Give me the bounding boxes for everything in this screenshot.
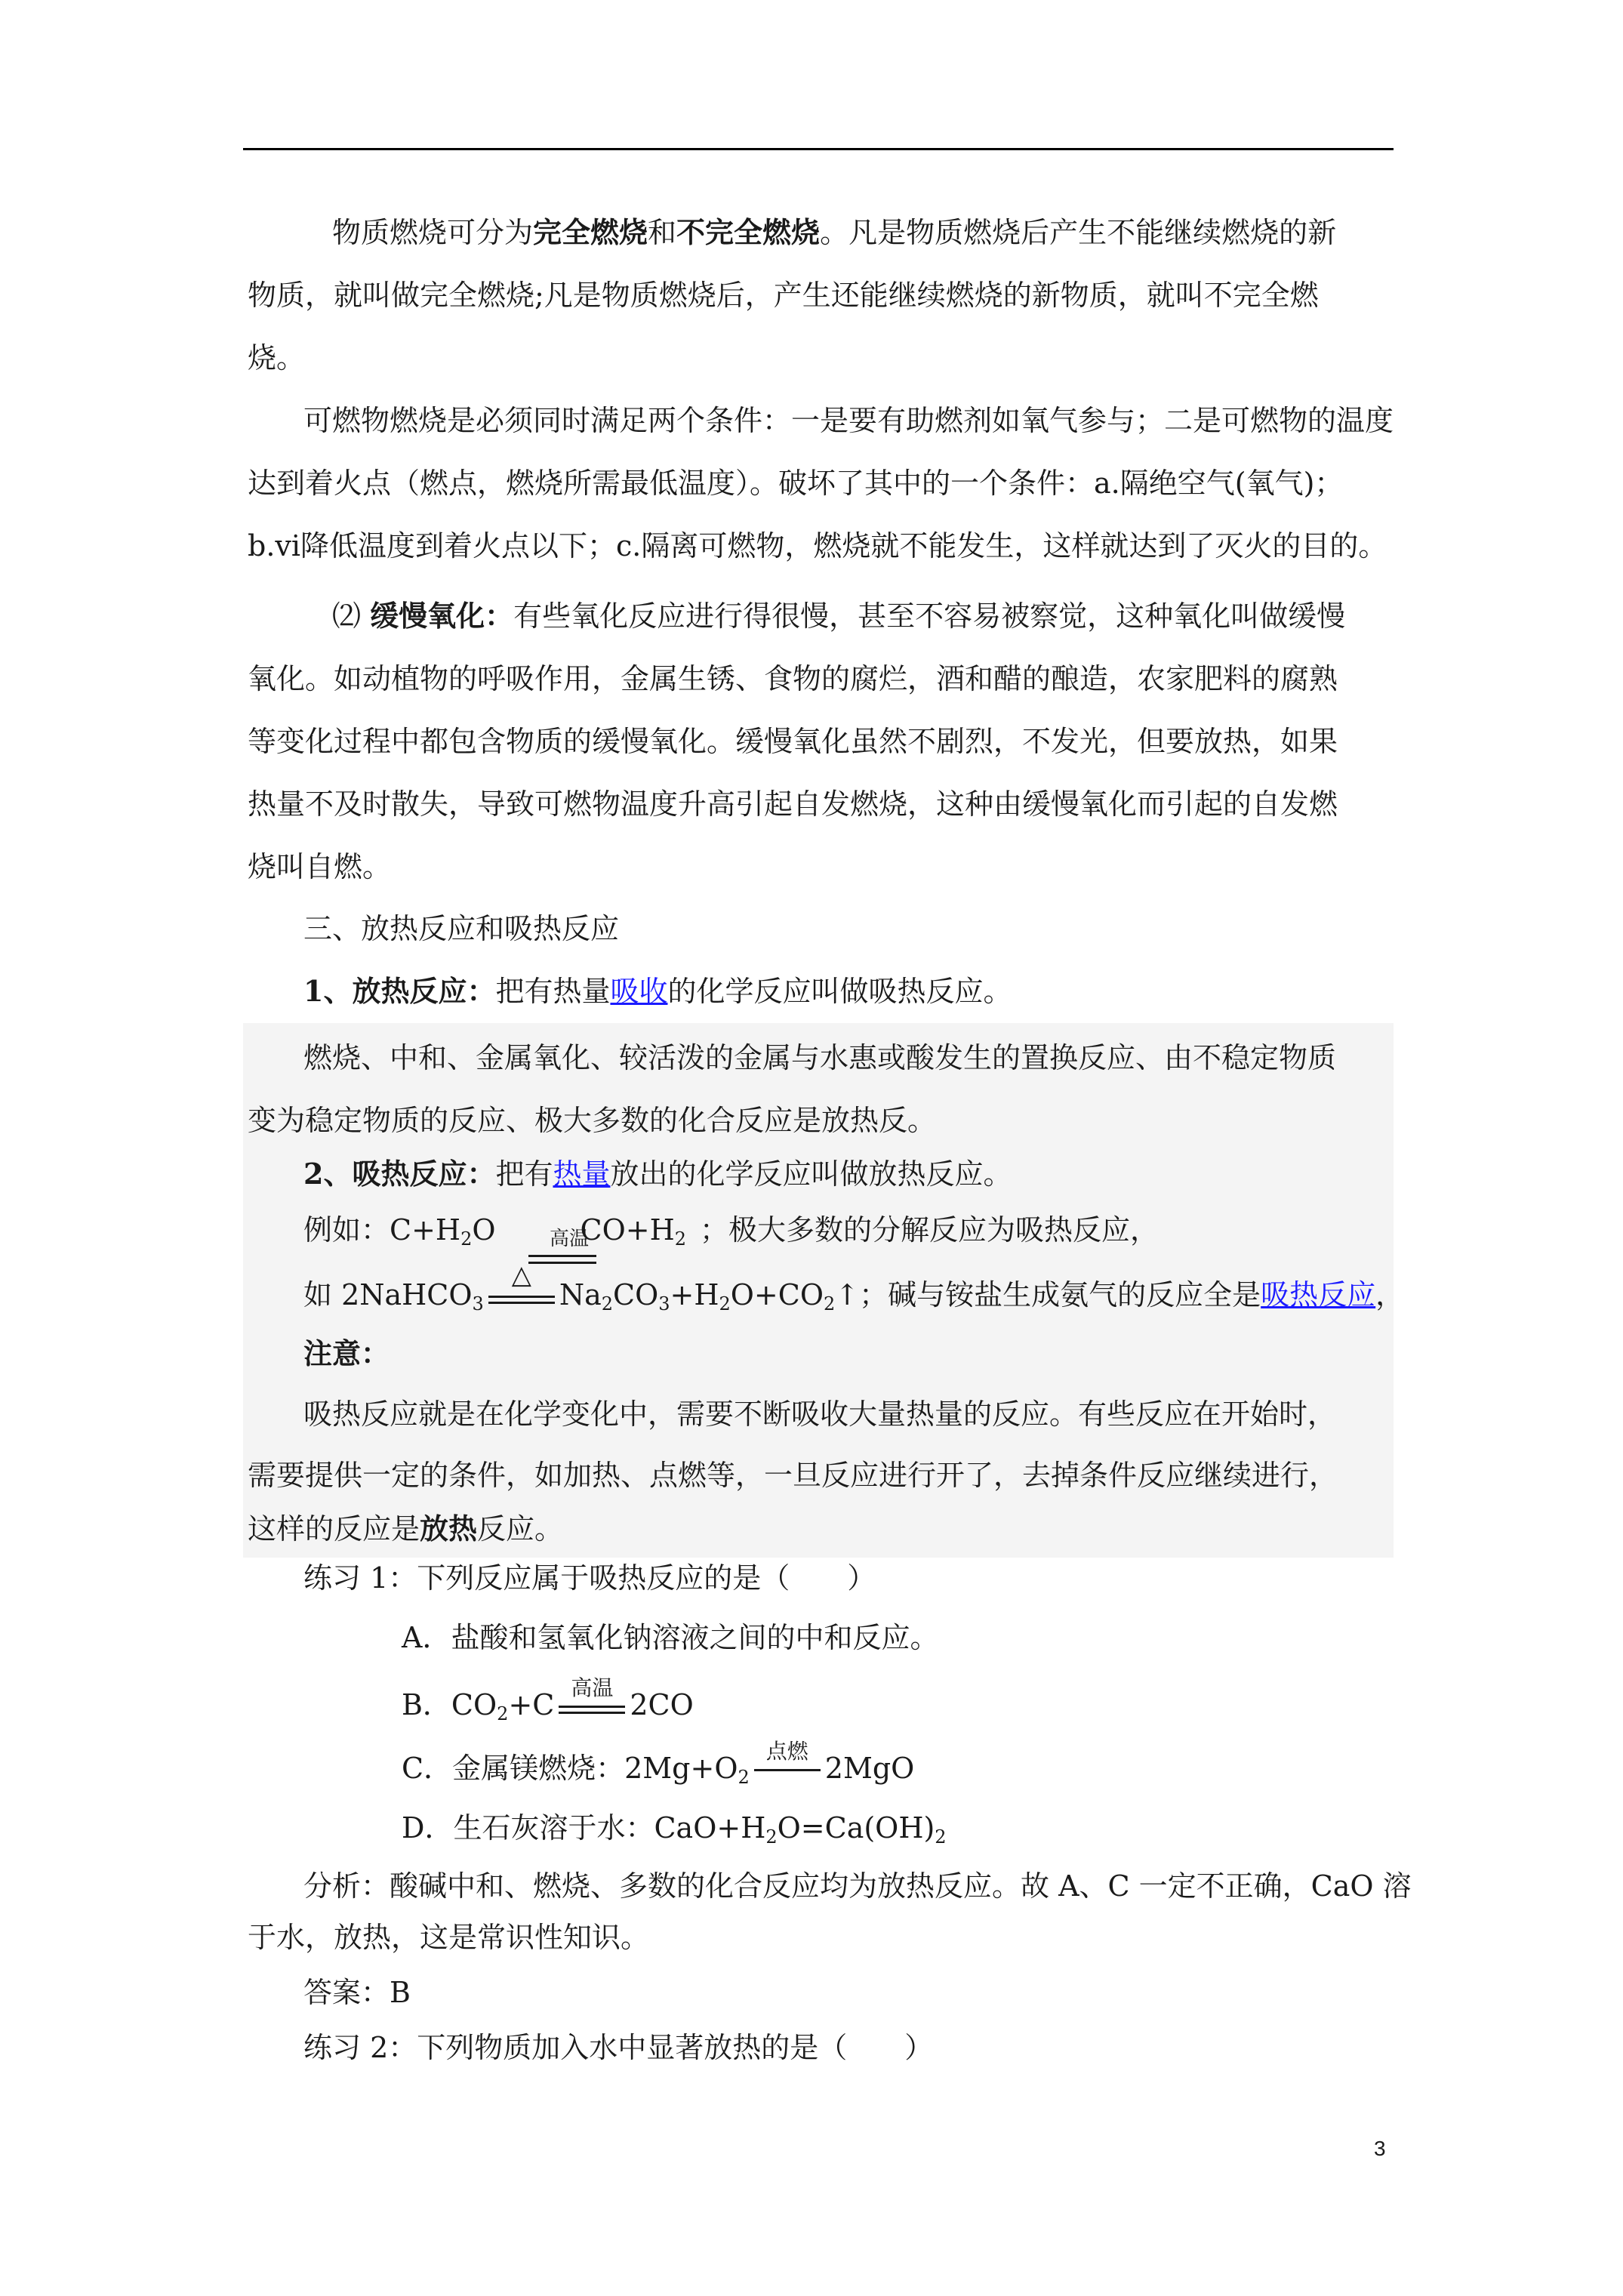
example-equation-2: 如 2NaHCO$_3$ △ $Na_2CO_3+H_2O+CO_2↑$；碱与铵盐生成氨气的反应全是吸热反应， xyxy=(303,1260,1405,1314)
header-rule xyxy=(243,148,1394,150)
link-absorb[interactable]: 吸收 xyxy=(610,975,668,1008)
p3-line3: 等变化过程中都包含物质的缓慢氧化。缓慢氧化虽然不剧烈，不发光，但要放热，如果 xyxy=(248,725,1338,758)
option-c: C．金属镁燃烧：$2Mg+O_2$ 点燃 2MgO xyxy=(402,1739,915,1788)
link-heat[interactable]: 热量 xyxy=(553,1157,611,1191)
note-heading: 注意： xyxy=(303,1336,390,1370)
option-d: D．生石灰溶于水：$CaO+H_2O=Ca(OH)_2$ xyxy=(402,1811,947,1848)
term-slow-oxidation: 缓慢氧化： xyxy=(370,599,514,633)
term-complete-combustion: 完全燃烧 xyxy=(533,215,648,249)
p1-line1: 物质燃烧可分为完全燃烧和不完全燃烧。凡是物质燃烧后产生不能继续燃烧的新 xyxy=(332,215,1337,249)
example-equation-1: 例如：$C+H_2O$ $CO+H_2$ ；极大多数的分解反应为吸热反应， xyxy=(303,1213,1160,1250)
answer: 答案：B xyxy=(303,1976,411,2009)
exercise-2-question: 练习 2：下列物质加入水中显著放热的是（ ） xyxy=(303,2031,934,2064)
term-incomplete-combustion: 不完全燃烧 xyxy=(676,215,821,249)
option-b: B．$CO_2+C$ 高温 2CO xyxy=(402,1675,694,1724)
option-a: A．盐酸和氢氧化钠溶液之间的中和反应。 xyxy=(402,1621,939,1654)
exothermic-definition: 1、放热反应：把有热量吸收的化学反应叫做吸热反应。 xyxy=(303,974,1012,1008)
note-line2: 需要提供一定的条件，如加热、点燃等，一旦反应进行开了，去掉条件反应继续进行， xyxy=(248,1459,1338,1492)
p1-line2: 物质，就叫做完全燃烧;凡是物质燃烧后，产生还能继续燃烧的新物质，就叫不完全燃 xyxy=(248,279,1319,312)
page-number: 3 xyxy=(1374,2137,1386,2160)
analysis-line2: 于水，放热，这是常识性知识。 xyxy=(248,1921,650,1954)
endothermic-definition: 2、吸热反应：把有热量放出的化学反应叫做放热反应。 xyxy=(303,1157,1012,1191)
p2-line2: 达到着火点（燃点，燃烧所需最低温度）。破坏了其中的一个条件：a.隔绝空气(氧气)； xyxy=(248,467,1344,500)
note-line1: 吸热反应就是在化学变化中，需要不断吸收大量热量的反应。有些反应在开始时， xyxy=(303,1398,1337,1431)
box-line2: 变为稳定物质的反应、极大多数的化合反应是放热反。 xyxy=(248,1104,937,1137)
heat-triangle-icon: △ xyxy=(511,1260,531,1290)
condition-heat xyxy=(485,1260,558,1314)
p3-line5: 烧叫自燃。 xyxy=(248,850,392,883)
arrow-up-icon: ↑ xyxy=(835,1278,860,1311)
condition-high-temp: 高温 xyxy=(556,1686,628,1724)
analysis-line1: 分析：酸碱中和、燃烧、多数的化合反应均为放热反应。故 A、C 一定不正确，CaO 溶 xyxy=(303,1869,1412,1903)
equals-sign-top xyxy=(528,1255,596,1257)
box-line1: 燃烧、中和、金属氧化、较活泼的金属与水惠或酸发生的置换反应、由不稳定物质 xyxy=(303,1041,1337,1074)
p2-line3: b.vi降低温度到着火点以下；c.隔离可燃物，燃烧就不能发生，这样就达到了灭火的目的。 xyxy=(248,529,1387,562)
condition-high-temp-label: 高温 xyxy=(549,1228,589,1250)
condition-ignite: 点燃 xyxy=(751,1749,824,1787)
p3-line1: ⑵ 缓慢氧化：有些氧化反应进行得很慢，甚至不容易被察觉，这种氧化叫做缓慢 xyxy=(332,599,1346,633)
section-title: 三、放热反应和吸热反应 xyxy=(303,912,620,945)
p1-line3: 烧。 xyxy=(248,341,306,374)
note-line3: 这样的反应是放热反应。 xyxy=(248,1512,564,1546)
exercise-1-question: 练习 1：下列反应属于吸热反应的是（ ） xyxy=(303,1561,876,1595)
link-endothermic[interactable]: 吸热反应 xyxy=(1261,1278,1376,1311)
p3-line2: 氧化。如动植物的呼吸作用，金属生锈、食物的腐烂，酒和醋的酿造，农家肥料的腐熟 xyxy=(248,662,1338,695)
p3-line4: 热量不及时散失，导致可燃物温度升高引起自发燃烧，这种由缓慢氧化而引起的自发燃 xyxy=(248,787,1338,821)
p2-line1: 可燃物燃烧是必须同时满足两个条件：一是要有助燃剂如氧气参与；二是可燃物的温度 xyxy=(303,404,1394,437)
